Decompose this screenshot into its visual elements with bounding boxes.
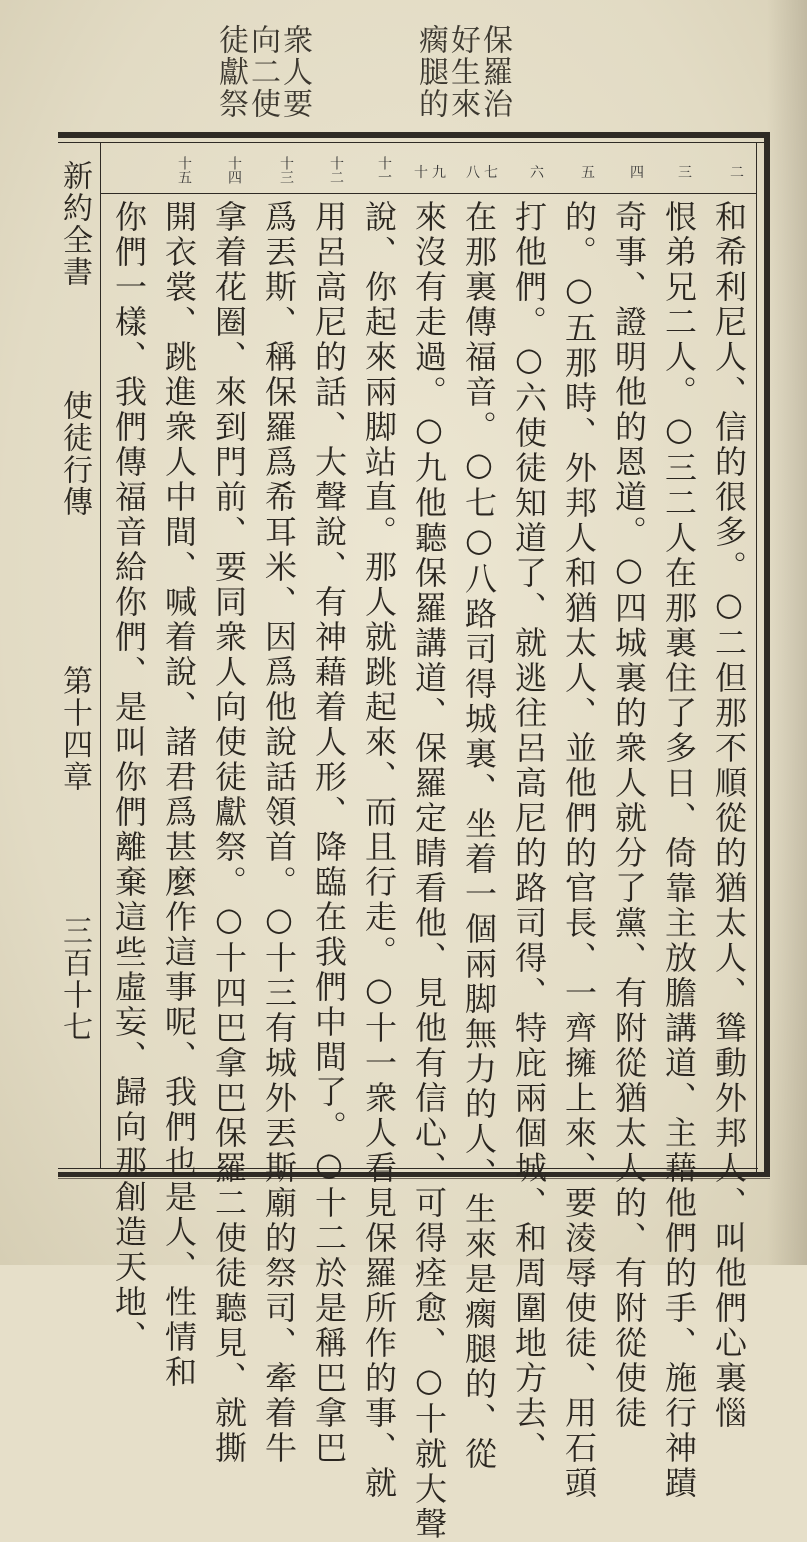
text-column-6: 在那裏傳福音。○七○八路司得城裏、坐着一個兩脚無力的人、生來是瘸腿的、從 <box>460 200 498 1472</box>
verse-number: 十四 <box>226 156 242 184</box>
verse-number: 二 <box>730 165 744 181</box>
page-edge-shadow <box>767 0 807 1265</box>
margin-note-col-6: 徒獻祭 <box>213 24 248 120</box>
verse-number: 十三 <box>278 156 294 184</box>
text-column-12: 開衣裳、跳進衆人中間、喊着說、諸君爲甚麼作這事呢、我們也是人、性情和 <box>160 200 198 1390</box>
running-head-divider <box>100 142 101 1168</box>
text-column-13: 你們一樣、我們傳福音給你們、是叫你們離棄這些虛妄、歸向那創造天地、 <box>110 200 148 1355</box>
verse-number: 九 <box>432 165 446 181</box>
verse-number: 八 <box>466 165 480 181</box>
text-column-3: 奇事、證明他的恩道。○四城裏的衆人就分了黨、有附從猶太人的、有附從使徒 <box>610 200 648 1431</box>
verse-number: 五 <box>581 165 595 181</box>
frame-right-thin-rule <box>756 142 757 1172</box>
margin-note-col-2: 好生來 <box>445 24 480 120</box>
page-number: 三百十七 <box>57 915 92 1043</box>
verse-number: 十五 <box>176 156 192 184</box>
margin-note-col-5: 向二使 <box>245 24 280 120</box>
frame-top-thin-rule <box>58 142 770 143</box>
running-head-title: 使徒行傳 <box>57 390 92 518</box>
verse-number: 十二 <box>328 156 344 184</box>
text-column-11: 拿着花圈、來到門前、要同衆人向使徒獻祭。○十四巴拿巴保羅二使徒聽見、就撕 <box>210 200 248 1466</box>
verse-number: 七 <box>484 165 498 181</box>
margin-note-col-3: 瘸腿的 <box>413 24 448 120</box>
text-column-2: 恨弟兄二人。○三二人在那裏住了多日、倚靠主放膽講道、主藉他們的手、施行神蹟 <box>660 200 698 1501</box>
verse-number: 十 <box>414 165 428 181</box>
verse-number: 十一 <box>376 156 392 184</box>
text-column-5: 打他們。○六使徒知道了、就逃往呂高尼的路司得、特庇兩個城、和周圍地方去、 <box>510 200 548 1466</box>
verse-number: 六 <box>530 165 544 181</box>
text-column-9: 用呂高尼的話、大聲說、有神藉着人形、降臨在我們中間了。○十二於是稱巴拿巴 <box>310 200 348 1466</box>
verse-number: 三 <box>678 165 692 181</box>
text-column-7: 來沒有走過。○九他聽保羅講道、保羅定睛看他、見他有信心、可得痊愈、○十就大聲 <box>410 200 448 1542</box>
margin-note-col-1: 保羅治 <box>477 24 512 120</box>
text-column-4: 的。○五那時、外邦人和猶太人、並他們的官長、一齊擁上來、要淩辱使徒、用石頭 <box>560 200 598 1501</box>
text-column-10: 爲丟斯、稱保羅爲希耳米、因爲他說話領首。○十三有城外丟斯廟的祭司、牽着牛 <box>260 200 298 1466</box>
running-head-book: 新約全書 <box>57 160 92 288</box>
text-column-8: 說、你起來兩脚站直。那人就跳起來、而且行走。○十一衆人看見保羅所作的事、就 <box>360 200 398 1501</box>
running-head-chapter: 第十四章 <box>57 665 92 793</box>
frame-right-rule <box>764 132 770 1177</box>
text-column-1: 和希利尼人、信的很多。○二但那不順從的猶太人、聳動外邦人、叫他們心裏惱 <box>710 200 748 1431</box>
margin-note-col-4: 衆人要 <box>277 24 312 120</box>
verse-number: 四 <box>630 165 644 181</box>
frame-top-rule <box>58 132 770 138</box>
verse-number-rule <box>100 193 756 194</box>
